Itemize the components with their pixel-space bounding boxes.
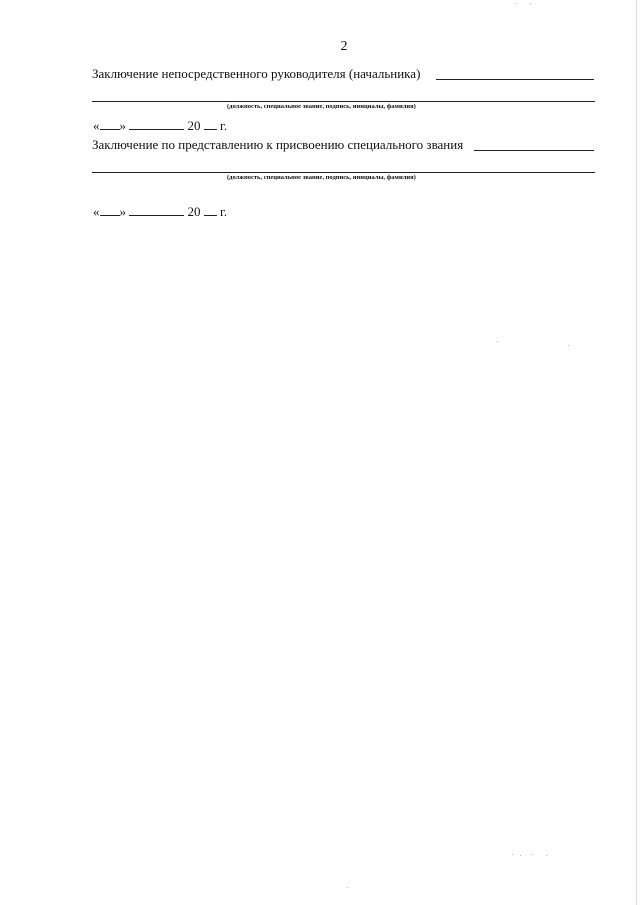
- day-blank: [100, 117, 120, 130]
- scan-speck: [531, 854, 532, 855]
- date-open-quote: «: [93, 204, 100, 219]
- rank-signature-caption: (должность, специальное звание, подпись, инициалы, фамилия): [227, 174, 416, 181]
- day-blank: [100, 203, 120, 216]
- supervisor-conclusion-inline-line: [436, 79, 594, 80]
- month-blank: [129, 203, 184, 216]
- date-close-quote: »: [119, 204, 126, 219]
- year-suffix: г.: [220, 118, 228, 133]
- year-prefix: 20: [187, 118, 201, 133]
- rank-conclusion-inline-line: [474, 150, 594, 151]
- scan-speck: [512, 854, 513, 855]
- scan-speck: [520, 855, 521, 856]
- scan-speck: [515, 3, 516, 4]
- year-suffix: г.: [220, 204, 228, 219]
- scan-speck: [568, 345, 569, 346]
- year-blank: [204, 203, 217, 216]
- rank-signature-line: [92, 172, 595, 173]
- scan-speck: [530, 3, 531, 4]
- page-number: 2: [340, 39, 348, 54]
- year-prefix: 20: [187, 204, 201, 219]
- supervisor-signature-line: [92, 101, 595, 102]
- scan-speck: [347, 887, 348, 888]
- supervisor-signature-caption: (должность, специальное звание, подпись, инициалы, фамилия): [227, 103, 416, 110]
- supervisor-conclusion-label: Заключение непосредственного руководителя (начальника): [92, 66, 421, 81]
- rank-date-line: [93, 203, 227, 220]
- month-blank: [129, 117, 184, 130]
- date-open-quote: «: [93, 118, 100, 133]
- page-edge: [636, 0, 637, 905]
- rank-conclusion-label: Заключение по представлению к присвоению специального звания: [92, 137, 464, 152]
- supervisor-date-line: [93, 117, 227, 134]
- scan-speck: [497, 341, 498, 342]
- date-close-quote: »: [119, 118, 126, 133]
- year-blank: [204, 117, 217, 130]
- scan-speck: [546, 855, 547, 856]
